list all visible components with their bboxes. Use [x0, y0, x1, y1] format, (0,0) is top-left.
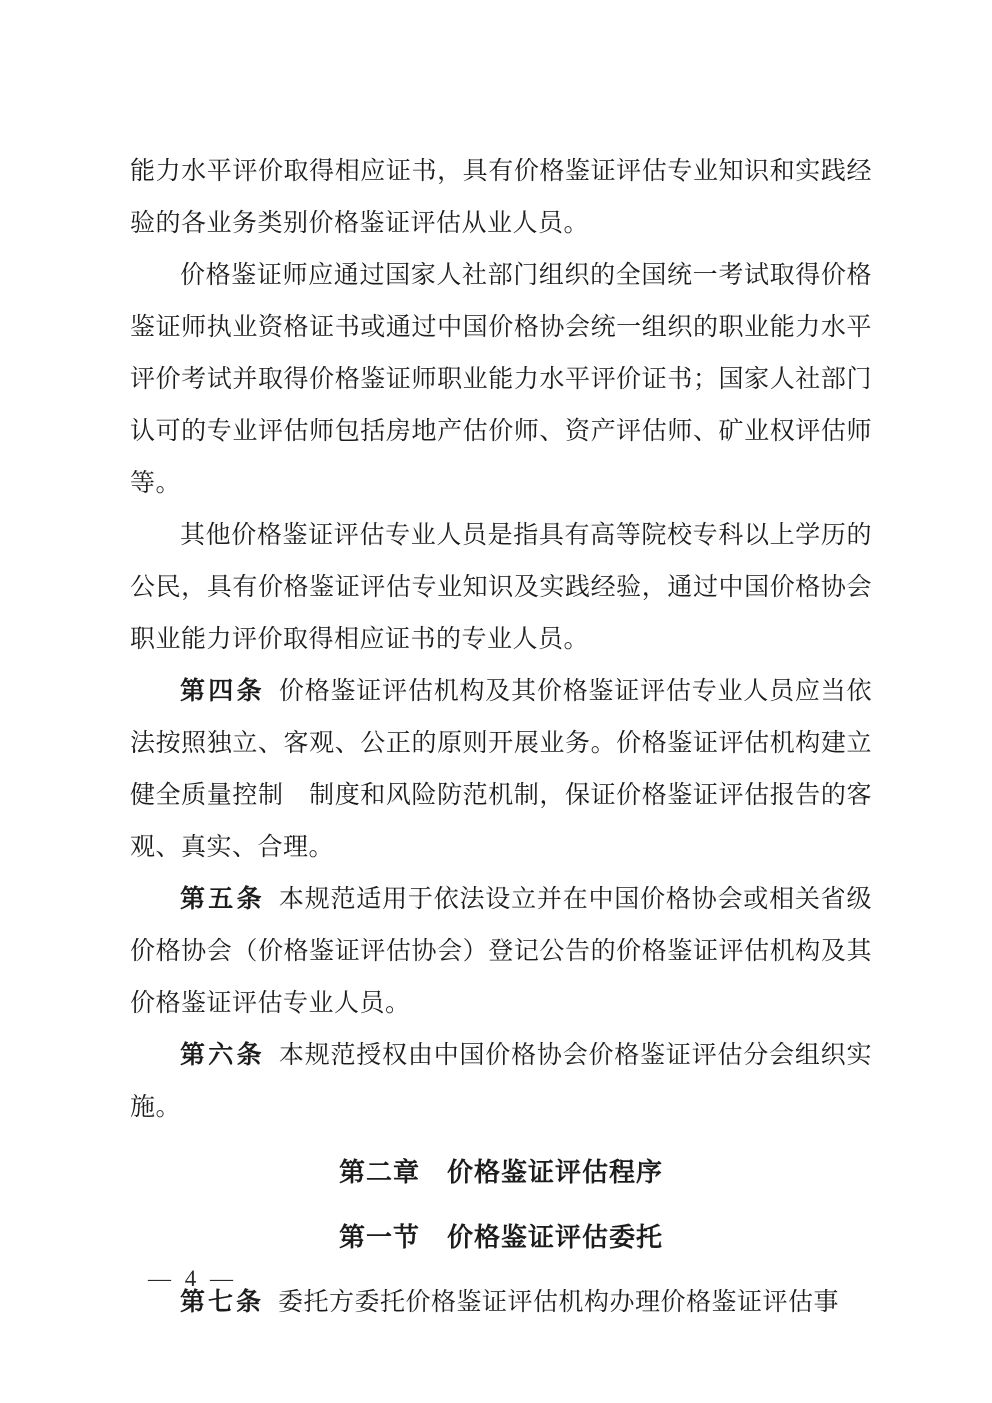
document-body [130, 146, 872, 1329]
article-4-label: 第四条 [180, 678, 265, 705]
paragraph-article-6 [130, 1030, 872, 1134]
paragraph-text: 本规范授权由中国价格协会价格鉴证评估分会组织实施。 [130, 1042, 872, 1121]
article-7-label: 第七条 [180, 1289, 265, 1316]
paragraph-text: 能力水平评价取得相应证书，具有价格鉴证评估专业知识和实践经验的各业务类别价格鉴证评估从业人员。 [130, 158, 872, 237]
page-number: — 4 — [148, 1266, 237, 1291]
section-1-heading: 第一节 价格鉴证评估委托 [338, 1223, 663, 1252]
paragraph-article-4 [130, 666, 872, 874]
paragraph-continuation [130, 146, 872, 250]
paragraph-text: 其他价格鉴证评估专业人员是指具有高等院校专科以上学历的公民，具有价格鉴证评估专业知识及实践经验，通过中国价格协会职业能力评价取得相应证书的专业人员。 [130, 522, 872, 653]
paragraph-text: 价格鉴证师应通过国家人社部门组织的全国统一考试取得价格鉴证师执业资格证书或通过中国价格协会统一组织的职业能力水平评价考试并取得价格鉴证师职业能力水平评价证书；国家人社部门认可的专业评估师包括房地产估价师、资产评估师、矿业权评估师等。 [130, 262, 872, 497]
paragraph-text: 本规范适用于依法设立并在中国价格协会或相关省级价格协会（价格鉴证评估协会）登记公告的价格鉴证评估机构及其价格鉴证评估专业人员。 [130, 886, 872, 1017]
paragraph-appraiser-definition [130, 250, 872, 510]
paragraph-text: 委托方委托价格鉴证评估机构办理价格鉴证评估事 [278, 1289, 840, 1316]
paragraph-other-professionals-definition [130, 510, 872, 666]
article-5-label: 第五条 [180, 886, 265, 913]
paragraph-article-5 [130, 874, 872, 1030]
paragraph-article-7 [130, 1277, 872, 1329]
paragraph-text: 价格鉴证评估机构及其价格鉴证评估专业人员应当依法按照独立、客观、公正的原则开展业务。价格鉴证评估机构建立健全质量控制 制度和风险防范机制，保证价格鉴证评估报告的客观、真实、合理。 [130, 678, 872, 861]
chapter-2-heading: 第二章 价格鉴证评估程序 [338, 1158, 663, 1187]
article-6-label: 第六条 [180, 1042, 265, 1069]
